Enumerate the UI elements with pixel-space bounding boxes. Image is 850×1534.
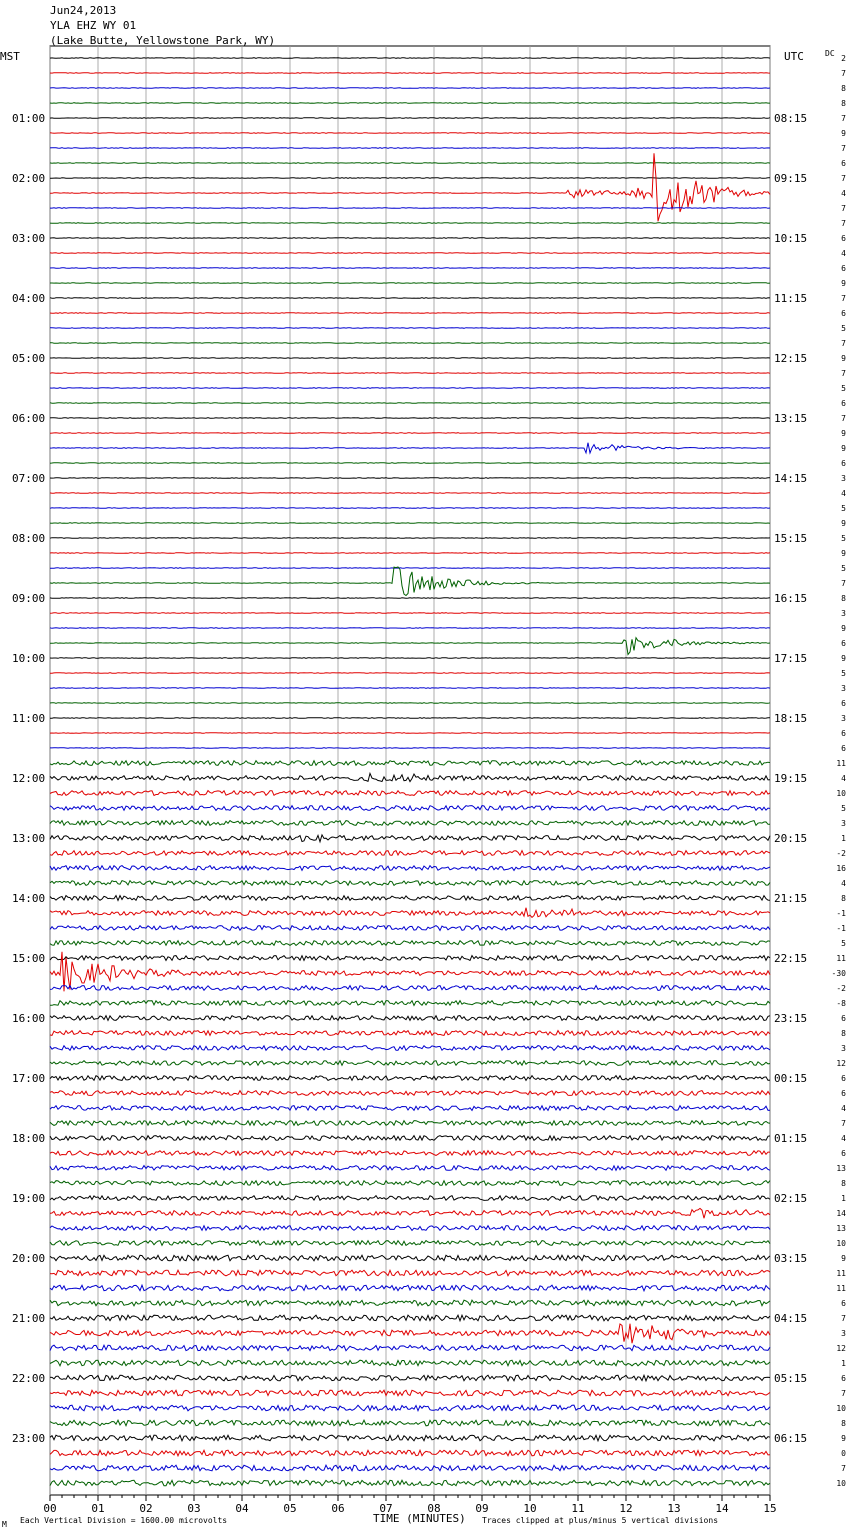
right-hour-label: 23:15 <box>774 1012 808 1025</box>
trace-line <box>50 343 770 344</box>
dc-offset-label: 6 <box>841 639 846 648</box>
trace-line <box>50 986 770 991</box>
trace-line <box>50 1390 770 1396</box>
trace-line <box>50 1241 770 1246</box>
dc-offset-label: 6 <box>841 729 846 738</box>
trace-line <box>50 1465 770 1471</box>
trace-line <box>50 478 770 479</box>
dc-offset-label: 11 <box>836 954 846 963</box>
trace-line <box>50 388 770 389</box>
trace-line <box>50 568 770 569</box>
dc-offset-label: 9 <box>841 519 846 528</box>
dc-offset-label: 8 <box>841 894 846 903</box>
dc-offset-label: 6 <box>841 159 846 168</box>
right-timezone-label: UTC <box>784 50 804 63</box>
left-hour-label: 17:00 <box>12 1072 46 1085</box>
dc-offset-label: 5 <box>841 324 846 333</box>
dc-offset-label: 1 <box>841 1194 846 1203</box>
scale-note: Each Vertical Division = 1600.00 microvolts <box>20 1516 228 1525</box>
dc-offset-label: -2 <box>836 849 846 858</box>
trace-line <box>50 908 770 918</box>
dc-offset-label: 1 <box>841 834 846 843</box>
trace-line <box>50 1046 770 1051</box>
trace-line <box>50 1091 770 1096</box>
dc-offset-label: 4 <box>841 189 846 198</box>
trace-line <box>50 1420 770 1426</box>
corner-mark: M <box>2 1520 7 1529</box>
trace-line <box>50 791 770 796</box>
dc-offset-label: 5 <box>841 669 846 678</box>
right-hour-label: 21:15 <box>774 892 808 905</box>
dc-offset-label: 7 <box>841 174 846 183</box>
dc-offset-label: 7 <box>841 144 846 153</box>
dc-offset-label: 8 <box>841 1419 846 1428</box>
left-hour-label: 08:00 <box>12 532 46 545</box>
dc-offset-label: 3 <box>841 819 846 828</box>
x-tick-label: 07 <box>379 1502 393 1515</box>
dc-offset-label: 7 <box>841 1119 846 1128</box>
trace-group <box>50 58 770 1486</box>
dc-offset-label: 8 <box>841 594 846 603</box>
dc-offset-label: 9 <box>841 549 846 558</box>
left-hour-label: 19:00 <box>12 1192 46 1205</box>
left-hour-label: 05:00 <box>12 352 46 365</box>
dc-offset-label: 8 <box>841 1179 846 1188</box>
dc-offset-label: 3 <box>841 609 846 618</box>
plot-frame <box>50 46 770 1495</box>
right-hour-label: 12:15 <box>774 352 808 365</box>
dc-offset-label: -1 <box>836 924 846 933</box>
trace-line <box>50 1208 770 1218</box>
right-hour-label: 11:15 <box>774 292 808 305</box>
trace-line <box>50 748 770 749</box>
trace-line <box>50 821 770 826</box>
left-hour-label: 07:00 <box>12 472 46 485</box>
dc-offset-label: -1 <box>836 909 846 918</box>
dc-offset-label: 6 <box>841 1089 846 1098</box>
dc-offset-label: 5 <box>841 804 846 813</box>
left-hour-label: 09:00 <box>12 592 46 605</box>
right-hour-label: 10:15 <box>774 232 808 245</box>
trace-line <box>50 283 770 284</box>
trace-line <box>50 613 770 614</box>
dc-offset-label: 6 <box>841 699 846 708</box>
left-hour-label: 11:00 <box>12 712 46 725</box>
right-hour-label: 05:15 <box>774 1372 808 1385</box>
trace-line <box>50 1136 770 1141</box>
station-location: (Lake Butte, Yellowstone Park, WY) <box>50 34 276 47</box>
trace-line <box>50 403 770 404</box>
plot-grid <box>50 46 770 1501</box>
dc-offset-label: 2 <box>841 54 846 63</box>
dc-offset-label: 6 <box>841 1374 846 1383</box>
right-hour-label: 22:15 <box>774 952 808 965</box>
trace-line <box>50 658 770 659</box>
dc-offset-label: 3 <box>841 1329 846 1338</box>
right-hour-label: 02:15 <box>774 1192 808 1205</box>
dc-label: DC <box>825 49 835 58</box>
left-hour-label: 23:00 <box>12 1432 46 1445</box>
trace-line <box>50 328 770 329</box>
station-code: YLA EHZ WY 01 <box>50 19 137 32</box>
trace-line <box>50 253 770 254</box>
trace-line <box>50 881 770 886</box>
trace-line <box>50 298 770 299</box>
trace-line <box>50 806 770 811</box>
trace-line <box>50 1360 770 1366</box>
trace-line <box>50 103 770 104</box>
dc-offset-label: 12 <box>836 1344 846 1353</box>
right-hour-label: 15:15 <box>774 532 808 545</box>
x-tick-label: 13 <box>667 1502 681 1515</box>
right-hour-label: 04:15 <box>774 1312 808 1325</box>
left-hour-label: 20:00 <box>12 1252 46 1265</box>
trace-line <box>50 118 770 119</box>
dc-offset-label: 13 <box>836 1224 846 1233</box>
dc-offset-label: 7 <box>841 414 846 423</box>
dc-offset-label: 10 <box>836 1239 846 1248</box>
left-timezone-label: MST <box>0 50 20 63</box>
right-hour-label: 16:15 <box>774 592 808 605</box>
trace-line <box>50 896 770 901</box>
trace-line <box>50 1121 770 1126</box>
dc-offset-label: 6 <box>841 264 846 273</box>
trace-line <box>50 443 770 453</box>
dc-offset-label: 6 <box>841 1014 846 1023</box>
dc-offset-label: 4 <box>841 774 846 783</box>
dc-offset-label: 9 <box>841 129 846 138</box>
trace-line <box>50 1166 770 1171</box>
x-axis-title: TIME (MINUTES) <box>373 1512 466 1525</box>
left-hour-label: 03:00 <box>12 232 46 245</box>
left-hour-label: 02:00 <box>12 172 46 185</box>
trace-line <box>50 1031 770 1036</box>
dc-offset-label: 9 <box>841 444 846 453</box>
dc-offset-label: 10 <box>836 789 846 798</box>
left-hour-label: 21:00 <box>12 1312 46 1325</box>
left-hour-label: 16:00 <box>12 1012 46 1025</box>
x-tick-label: 08 <box>427 1502 441 1515</box>
dc-offset-label: 3 <box>841 684 846 693</box>
dc-offset-label: 1 <box>841 1359 846 1368</box>
dc-offset-label: 7 <box>841 339 846 348</box>
trace-line <box>50 1226 770 1231</box>
dc-offset-label: -8 <box>836 999 846 1008</box>
dc-offset-label: 4 <box>841 1134 846 1143</box>
dc-offset-label: 4 <box>841 489 846 498</box>
trace-line <box>50 58 770 59</box>
dc-offset-label: 9 <box>841 1254 846 1263</box>
trace-line <box>50 1324 770 1344</box>
dc-offset-label: 4 <box>841 1104 846 1113</box>
dc-offset-label: 8 <box>841 1029 846 1038</box>
dc-offset-label: 3 <box>841 474 846 483</box>
dc-offset-label: 7 <box>841 219 846 228</box>
left-hour-label: 10:00 <box>12 652 46 665</box>
dc-offset-label: 11 <box>836 1284 846 1293</box>
dc-offset-label: 6 <box>841 309 846 318</box>
trace-line <box>50 1405 770 1411</box>
x-tick-label: 03 <box>187 1502 201 1515</box>
trace-line <box>50 508 770 509</box>
trace-line <box>50 761 770 766</box>
dc-offset-label: 0 <box>841 1449 846 1458</box>
trace-line <box>50 688 770 689</box>
dc-offset-label: 7 <box>841 1314 846 1323</box>
trace-line <box>50 1285 770 1291</box>
x-tick-label: 05 <box>283 1502 297 1515</box>
dc-offset-label: 6 <box>841 1074 846 1083</box>
trace-line <box>50 463 770 464</box>
trace-line <box>50 358 770 359</box>
dc-offset-label: 5 <box>841 564 846 573</box>
trace-line <box>50 373 770 374</box>
left-hour-label: 18:00 <box>12 1132 46 1145</box>
x-tick-label: 06 <box>331 1502 345 1515</box>
trace-line <box>50 1151 770 1156</box>
dc-offset-label: 11 <box>836 759 846 768</box>
dc-offset-label: 5 <box>841 384 846 393</box>
left-hour-label: 15:00 <box>12 952 46 965</box>
trace-line <box>50 926 770 931</box>
trace-line <box>50 638 770 655</box>
x-tick-label: 11 <box>571 1502 585 1515</box>
right-hour-label: 18:15 <box>774 712 808 725</box>
right-hour-label: 03:15 <box>774 1252 808 1265</box>
dc-offset-label: 3 <box>841 1044 846 1053</box>
dc-offset-label: 16 <box>836 864 846 873</box>
trace-line <box>50 1255 770 1261</box>
left-hour-label: 04:00 <box>12 292 46 305</box>
trace-line <box>50 1435 770 1441</box>
dc-offset-label: 9 <box>841 1434 846 1443</box>
dc-offset-label: 13 <box>836 1164 846 1173</box>
trace-line <box>50 1270 770 1276</box>
dc-offset-label: 9 <box>841 429 846 438</box>
trace-line <box>50 773 770 781</box>
dc-offset-label: 7 <box>841 1464 846 1473</box>
x-tick-label: 12 <box>619 1502 633 1515</box>
dc-offset-label: 5 <box>841 939 846 948</box>
dc-offset-label: 7 <box>841 1389 846 1398</box>
dc-offset-label: -30 <box>831 969 846 978</box>
trace-line <box>50 268 770 269</box>
label-group <box>12 54 846 1515</box>
trace-line <box>50 1106 770 1111</box>
dc-offset-label: 7 <box>841 369 846 378</box>
x-tick-label: 10 <box>523 1502 537 1515</box>
dc-offset-label: 5 <box>841 504 846 513</box>
dc-offset-label: 6 <box>841 459 846 468</box>
trace-line <box>50 178 770 179</box>
trace-line <box>50 718 770 719</box>
trace-line <box>50 523 770 524</box>
dc-offset-label: 7 <box>841 579 846 588</box>
dc-offset-label: 11 <box>836 1269 846 1278</box>
dc-offset-label: 12 <box>836 1059 846 1068</box>
trace-line <box>50 1061 770 1066</box>
dc-offset-label: 6 <box>841 1299 846 1308</box>
left-hour-label: 01:00 <box>12 112 46 125</box>
trace-line <box>50 493 770 494</box>
right-hour-label: 00:15 <box>774 1072 808 1085</box>
right-hour-label: 01:15 <box>774 1132 808 1145</box>
dc-offset-label: 4 <box>841 879 846 888</box>
right-hour-label: 13:15 <box>774 412 808 425</box>
dc-offset-label: 9 <box>841 624 846 633</box>
trace-line <box>50 223 770 224</box>
trace-line <box>50 553 770 554</box>
right-hour-label: 08:15 <box>774 112 808 125</box>
dc-offset-label: 5 <box>841 534 846 543</box>
dc-offset-label: 3 <box>841 714 846 723</box>
right-hour-label: 06:15 <box>774 1432 808 1445</box>
trace-line <box>50 956 770 961</box>
right-hour-label: 09:15 <box>774 172 808 185</box>
trace-line <box>50 538 770 539</box>
left-hour-label: 06:00 <box>12 412 46 425</box>
x-tick-label: 04 <box>235 1502 249 1515</box>
dc-offset-label: 7 <box>841 114 846 123</box>
trace-line <box>50 673 770 674</box>
trace-line <box>50 628 770 629</box>
trace-line <box>50 941 770 946</box>
dc-offset-label: 9 <box>841 279 846 288</box>
trace-line <box>50 1450 770 1456</box>
trace-line <box>50 851 770 856</box>
x-tick-label: 02 <box>139 1502 153 1515</box>
trace-line <box>50 88 770 89</box>
dc-offset-label: 6 <box>841 744 846 753</box>
trace-line <box>50 733 770 734</box>
x-tick-label: 09 <box>475 1502 489 1515</box>
left-hour-label: 13:00 <box>12 832 46 845</box>
dc-offset-label: 7 <box>841 204 846 213</box>
dc-offset-label: 8 <box>841 84 846 93</box>
right-hour-label: 17:15 <box>774 652 808 665</box>
dc-offset-label: 6 <box>841 1149 846 1158</box>
dc-offset-label: 6 <box>841 399 846 408</box>
trace-line <box>50 73 770 74</box>
right-hour-label: 19:15 <box>774 772 808 785</box>
clip-note: Traces clipped at plus/minus 5 vertical divisions <box>482 1516 719 1525</box>
x-tick-label: 01 <box>91 1502 105 1515</box>
trace-line <box>50 1076 770 1081</box>
trace-line <box>50 148 770 149</box>
dc-offset-label: 10 <box>836 1404 846 1413</box>
x-tick-label: 14 <box>715 1502 729 1515</box>
trace-line <box>50 238 770 239</box>
dc-offset-label: 7 <box>841 69 846 78</box>
dc-offset-label: 8 <box>841 99 846 108</box>
x-tick-label: 00 <box>43 1502 57 1515</box>
dc-offset-label: 6 <box>841 234 846 243</box>
dc-offset-label: 14 <box>836 1209 846 1218</box>
trace-line <box>50 1375 770 1381</box>
x-tick-label: 15 <box>763 1502 777 1515</box>
trace-line <box>50 133 770 134</box>
trace-line <box>50 866 770 871</box>
trace-line <box>50 1300 770 1306</box>
dc-offset-label: 4 <box>841 249 846 258</box>
trace-line <box>50 418 770 419</box>
chart-date: Jun24,2013 <box>50 4 117 17</box>
left-hour-label: 14:00 <box>12 892 46 905</box>
trace-line <box>50 1016 770 1021</box>
trace-line <box>50 1480 770 1486</box>
dc-offset-label: 9 <box>841 654 846 663</box>
trace-line <box>50 703 770 704</box>
trace-line <box>50 598 770 599</box>
left-hour-label: 12:00 <box>12 772 46 785</box>
left-hour-label: 22:00 <box>12 1372 46 1385</box>
trace-line <box>50 313 770 314</box>
trace-line <box>50 567 770 596</box>
trace-line <box>50 835 770 842</box>
trace-line <box>50 1196 770 1201</box>
right-hour-label: 20:15 <box>774 832 808 845</box>
trace-line <box>50 1001 770 1006</box>
trace-line <box>50 1315 770 1321</box>
dc-offset-label: 9 <box>841 354 846 363</box>
trace-line <box>50 1181 770 1186</box>
trace-line <box>50 1345 770 1351</box>
trace-line <box>50 208 770 209</box>
dc-offset-label: 7 <box>841 294 846 303</box>
right-hour-label: 14:15 <box>774 472 808 485</box>
dc-offset-label: -2 <box>836 984 846 993</box>
trace-line <box>50 163 770 164</box>
dc-offset-label: 10 <box>836 1479 846 1488</box>
trace-line <box>50 433 770 434</box>
